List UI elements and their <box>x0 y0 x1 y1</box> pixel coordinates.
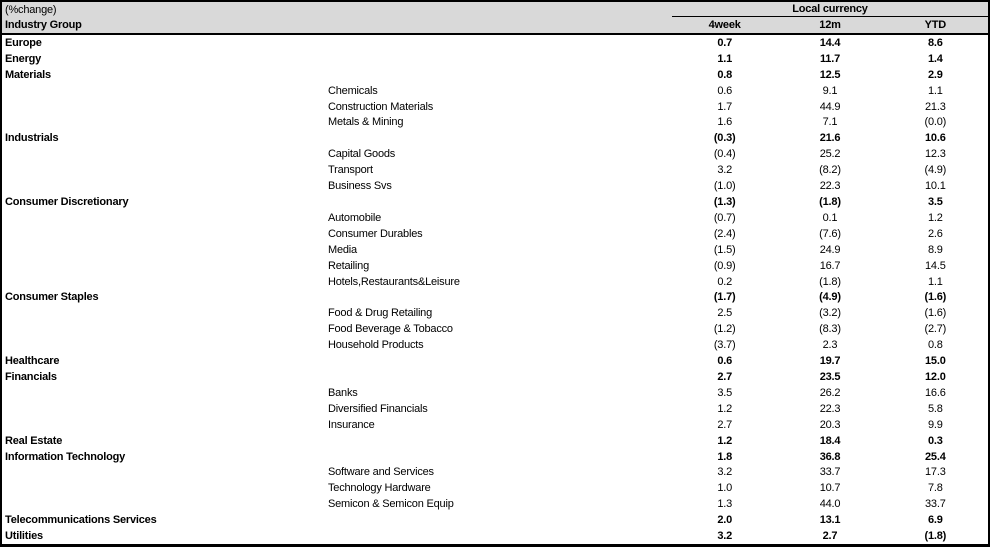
table-row <box>2 130 988 146</box>
value-4week: (0.3) <box>713 132 736 145</box>
table-row <box>2 194 988 210</box>
value-12m: 14.4 <box>819 36 841 49</box>
col-header-12m: 12m <box>819 19 841 31</box>
value-ytd: 7.8 <box>927 482 943 495</box>
value-4week: 3.2 <box>717 164 733 177</box>
industry-label: Insurance <box>328 418 375 431</box>
table-row <box>2 337 988 353</box>
col-header-4week: 4week <box>708 19 741 31</box>
value-4week: 0.2 <box>717 275 733 288</box>
value-4week: 1.7 <box>717 100 733 113</box>
table-row <box>2 401 988 417</box>
table-row <box>2 35 988 51</box>
table-body <box>2 35 988 544</box>
value-4week: 0.8 <box>717 68 733 81</box>
table-row <box>2 226 988 242</box>
value-ytd: (0.0) <box>924 116 947 129</box>
value-ytd: 1.1 <box>927 275 943 288</box>
value-ytd: 25.4 <box>925 450 946 463</box>
value-12m: (1.8) <box>819 196 841 209</box>
table-row <box>2 305 988 321</box>
value-12m: 24.9 <box>819 243 841 256</box>
value-12m: (8.3) <box>819 323 841 336</box>
value-ytd: (4.9) <box>924 164 947 177</box>
table-row <box>2 51 988 67</box>
value-12m: 0.1 <box>822 211 838 224</box>
value-12m: 13.1 <box>819 514 841 527</box>
value-ytd: 1.4 <box>927 52 943 65</box>
value-12m: 7.1 <box>822 116 838 129</box>
value-4week: (1.7) <box>713 291 736 304</box>
value-4week: (0.9) <box>713 259 736 272</box>
value-4week: 2.7 <box>717 370 733 383</box>
table-row <box>2 210 988 226</box>
value-12m: 10.7 <box>819 482 841 495</box>
value-ytd: 10.1 <box>925 180 946 193</box>
table-row <box>2 433 988 449</box>
value-4week: (1.5) <box>713 243 736 256</box>
industry-label: Capital Goods <box>328 148 396 161</box>
value-ytd: 33.7 <box>925 498 946 511</box>
value-4week: 1.6 <box>717 116 733 129</box>
value-4week: 1.1 <box>717 52 733 65</box>
value-12m: 21.6 <box>819 132 841 145</box>
value-ytd: 16.6 <box>925 386 946 399</box>
industry-label: Retailing <box>328 259 370 272</box>
industry-label: Financials <box>5 370 57 383</box>
value-12m: 18.4 <box>819 434 841 447</box>
table-row <box>2 464 988 480</box>
value-4week: (2.4) <box>713 227 736 240</box>
table-row <box>2 480 988 496</box>
value-ytd: 8.9 <box>927 243 943 256</box>
industry-label: Energy <box>5 52 42 65</box>
table-row <box>2 353 988 369</box>
value-4week: 1.3 <box>717 498 733 511</box>
industry-label: Europe <box>5 36 42 49</box>
value-ytd: (2.7) <box>924 323 947 336</box>
value-12m: 44.0 <box>819 498 841 511</box>
industry-label: Consumer Staples <box>5 291 99 304</box>
table-row <box>2 290 988 306</box>
value-4week: (0.7) <box>713 211 736 224</box>
industry-label: Construction Materials <box>328 100 434 113</box>
header-row-columns <box>2 17 988 35</box>
industry-label: Business Svs <box>328 180 392 193</box>
value-ytd: 9.9 <box>927 418 943 431</box>
industry-label: Semicon & Semicon Equip <box>328 498 454 511</box>
value-ytd: 1.1 <box>927 84 943 97</box>
industry-label: Metals & Mining <box>328 116 404 129</box>
value-ytd: (1.8) <box>924 530 947 543</box>
industry-label: Materials <box>5 68 51 81</box>
value-ytd: (1.6) <box>924 307 947 320</box>
value-4week: 0.7 <box>717 36 733 49</box>
value-ytd: 17.3 <box>925 466 946 479</box>
value-4week: 2.0 <box>717 514 733 527</box>
value-4week: 3.5 <box>717 386 733 399</box>
table-row <box>2 385 988 401</box>
value-4week: (1.2) <box>713 323 736 336</box>
table-row <box>2 369 988 385</box>
value-12m: 36.8 <box>819 450 841 463</box>
industry-label: Transport <box>328 164 373 177</box>
value-12m: 2.3 <box>822 339 838 352</box>
value-12m: 23.5 <box>819 370 841 383</box>
table-row <box>2 496 988 512</box>
value-ytd: 10.6 <box>925 132 946 145</box>
value-12m: (7.6) <box>819 227 841 240</box>
value-4week: (0.4) <box>713 148 736 161</box>
value-12m: 26.2 <box>819 386 841 399</box>
value-12m: (3.2) <box>819 307 841 320</box>
value-ytd: 21.3 <box>925 100 946 113</box>
value-12m: 9.1 <box>822 84 838 97</box>
industry-label: Food & Drug Retailing <box>328 307 433 320</box>
value-12m: 2.7 <box>822 530 838 543</box>
value-ytd: 0.8 <box>927 339 943 352</box>
value-ytd: 15.0 <box>925 355 946 368</box>
industry-label: Utilities <box>5 530 43 543</box>
col-header-ytd: YTD <box>924 19 947 31</box>
industry-label: Consumer Durables <box>328 227 423 240</box>
value-ytd: (1.6) <box>924 291 947 304</box>
industry-group-header: Industry Group <box>5 19 82 31</box>
industry-label: Automobile <box>328 211 382 224</box>
value-4week: 2.7 <box>717 418 733 431</box>
value-4week: 3.2 <box>717 466 733 479</box>
header-row-currency <box>2 2 988 17</box>
value-12m: 16.7 <box>819 259 841 272</box>
table-row <box>2 99 988 115</box>
industry-label: Chemicals <box>328 84 378 97</box>
value-ytd: 2.6 <box>927 227 943 240</box>
value-12m: 22.3 <box>819 402 841 415</box>
table-row <box>2 242 988 258</box>
value-12m: 22.3 <box>819 180 841 193</box>
table-row <box>2 321 988 337</box>
table-row <box>2 83 988 99</box>
table-row <box>2 67 988 83</box>
table-row <box>2 258 988 274</box>
local-currency-header: Local currency <box>672 2 988 17</box>
value-12m: (8.2) <box>819 164 841 177</box>
value-ytd: 6.9 <box>927 514 943 527</box>
value-12m: 11.7 <box>819 52 840 65</box>
industry-label: Consumer Discretionary <box>5 196 129 209</box>
value-ytd: 3.5 <box>927 196 943 209</box>
industry-label: Media <box>328 243 357 256</box>
table-row <box>2 512 988 528</box>
table-row <box>2 146 988 162</box>
value-12m: 19.7 <box>819 355 841 368</box>
value-12m: 25.2 <box>819 148 841 161</box>
value-4week: 2.5 <box>717 307 733 320</box>
value-12m: (4.9) <box>819 291 841 304</box>
value-12m: 33.7 <box>819 466 841 479</box>
industry-label: Telecommunications Services <box>5 514 157 527</box>
value-4week: 1.8 <box>717 450 733 463</box>
value-4week: 0.6 <box>717 84 733 97</box>
percent-change-label: (%change) <box>5 3 57 16</box>
industry-label: Diversified Financials <box>328 402 428 415</box>
industry-label: Household Products <box>328 339 424 352</box>
table-row <box>2 178 988 194</box>
value-ytd: 1.2 <box>927 211 943 224</box>
industry-label: Hotels,Restaurants&Leisure <box>328 275 460 288</box>
value-ytd: 8.6 <box>927 36 943 49</box>
industry-label: Healthcare <box>5 355 60 368</box>
value-4week: 0.6 <box>717 355 733 368</box>
table-row <box>2 417 988 433</box>
industry-label: Software and Services <box>328 466 434 479</box>
value-ytd: 2.9 <box>927 68 943 81</box>
industry-label: Industrials <box>5 132 59 145</box>
table-row <box>2 274 988 290</box>
industry-label: Technology Hardware <box>328 482 431 495</box>
value-4week: 3.2 <box>717 530 733 543</box>
value-ytd: 12.3 <box>925 148 946 161</box>
value-4week: 1.2 <box>717 434 733 447</box>
table-row <box>2 162 988 178</box>
value-4week: (3.7) <box>713 339 736 352</box>
value-12m: 44.9 <box>819 100 841 113</box>
industry-label: Information Technology <box>5 450 126 463</box>
industry-label: Banks <box>328 386 358 399</box>
value-4week: (1.3) <box>713 196 736 209</box>
value-12m: 20.3 <box>819 418 841 431</box>
value-ytd: 12.0 <box>925 370 946 383</box>
table-row <box>2 115 988 131</box>
industry-label: Food Beverage & Tobacco <box>328 323 453 336</box>
value-4week: 1.2 <box>717 402 733 415</box>
table-row <box>2 449 988 465</box>
value-ytd: 0.3 <box>927 434 943 447</box>
value-12m: 12.5 <box>819 68 841 81</box>
industry-label: Real Estate <box>5 434 63 447</box>
value-ytd: 14.5 <box>925 259 946 272</box>
value-4week: 1.0 <box>717 482 733 495</box>
value-4week: (1.0) <box>713 180 736 193</box>
table-row <box>2 528 988 544</box>
value-12m: (1.8) <box>819 275 841 288</box>
value-ytd: 5.8 <box>927 402 943 415</box>
